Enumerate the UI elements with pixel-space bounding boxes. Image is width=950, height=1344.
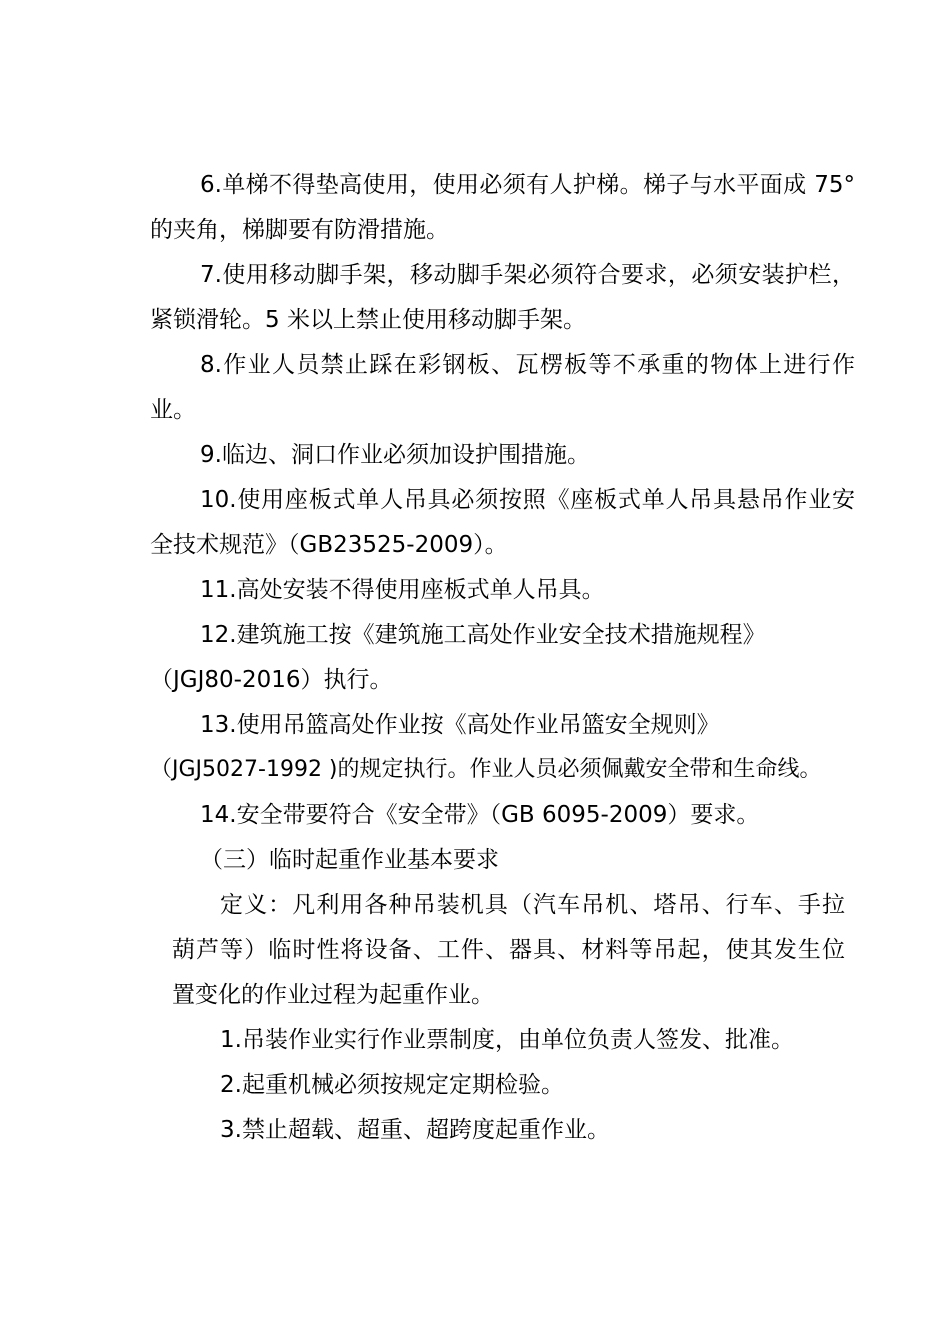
definition-line-3: 置变化的作业过程为起重作业。	[172, 982, 494, 1008]
paragraph-13-line-1: 13.使用吊篮高处作业按《高处作业吊篮安全规则》	[200, 712, 720, 738]
definition-line-1: 定义：凡利用各种吊装机具（汽车吊机、塔吊、行车、手拉	[220, 892, 845, 918]
definition-line-2: 葫芦等）临时性将设备、工件、器具、材料等吊起，使其发生位	[172, 937, 845, 963]
paragraph-11: 11.高处安装不得使用座板式单人吊具。	[200, 577, 605, 603]
section-heading: （三）临时起重作业基本要求	[200, 847, 499, 873]
paragraph-14: 14.安全带要符合《安全带》（GB 6095-2009）要求。	[200, 802, 760, 828]
paragraph-12-line-2: （JGJ80-2016）执行。	[150, 667, 393, 693]
rule-3: 3.禁止超载、超重、超跨度起重作业。	[220, 1117, 610, 1143]
paragraph-13-line-2: （JGJ5027-1992 )的规定执行。作业人员必须佩戴安全带和生命线。	[150, 757, 822, 782]
paragraph-10-line-2: 全技术规范》（GB23525-2009）。	[150, 532, 508, 558]
paragraph-8-line-1: 8.作业人员禁止踩在彩钢板、瓦楞板等不承重的物体上进行作	[200, 352, 855, 378]
rule-1: 1.吊装作业实行作业票制度，由单位负责人签发、批准。	[220, 1027, 794, 1053]
paragraph-7-line-2: 紧锁滑轮。5 米以上禁止使用移动脚手架。	[150, 307, 586, 333]
paragraph-8-line-2: 业。	[150, 397, 196, 423]
rule-2: 2.起重机械必须按规定定期检验。	[220, 1072, 564, 1098]
paragraph-12-line-1: 12.建筑施工按《建筑施工高处作业安全技术措施规程》	[200, 622, 766, 648]
paragraph-9: 9.临边、洞口作业必须加设护围措施。	[200, 442, 590, 468]
paragraph-6-line-2: 的夹角，梯脚要有防滑措施。	[150, 217, 449, 243]
paragraph-6-line-1: 6.单梯不得垫高使用，使用必须有人护梯。梯子与水平面成 75°	[200, 172, 855, 198]
paragraph-10-line-1: 10.使用座板式单人吊具必须按照《座板式单人吊具悬吊作业安	[200, 487, 855, 513]
paragraph-7-line-1: 7.使用移动脚手架，移动脚手架必须符合要求，必须安装护栏，	[200, 262, 855, 288]
